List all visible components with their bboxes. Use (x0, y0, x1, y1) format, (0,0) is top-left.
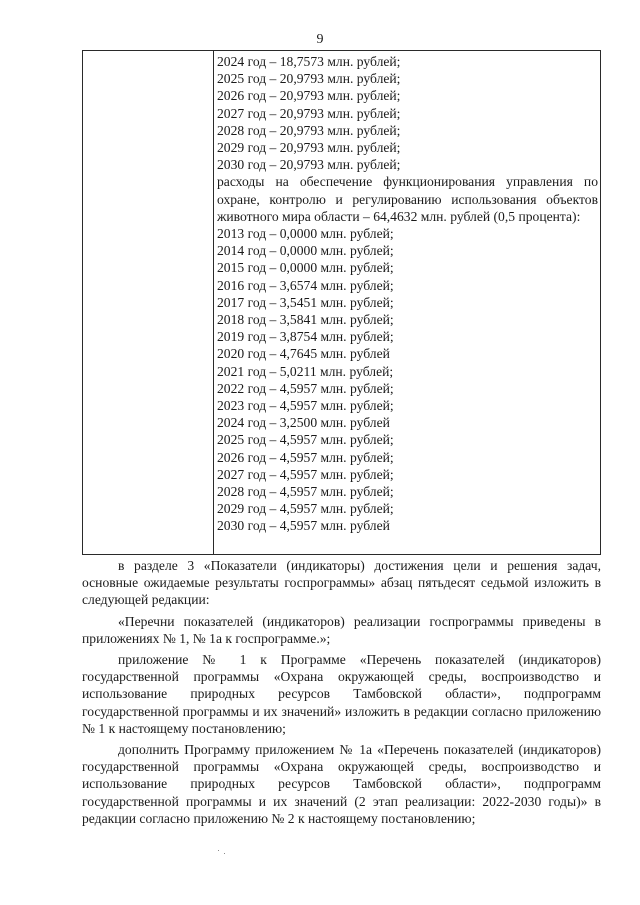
funding-line: 2026 год – 20,9793 млн. рублей; (217, 88, 401, 104)
paragraph-appendix-1a: дополнить Программу приложением № 1а «Перечень показателей (индикаторов) государственной программы «Охрана окружающей среды, воспроизводство и использование природных ресурсов Тамбовской области», подпрограмм государственной программы и их значений (2 этап реализации: 2022-2030 годы)» в редакции согласно приложению № 2 к настоящему постановлению; (82, 742, 601, 826)
funding-line: 2016 год – 3,6574 млн. рублей; (217, 277, 394, 293)
funding-line: 2021 год – 5,0211 млн. рублей; (217, 363, 394, 379)
funding-cell (217, 53, 598, 535)
scan-speck (218, 850, 219, 851)
expense-paragraph: расходы на обеспечение функционирования управления по охране, контролю и регулированию использования объектов животного мира области – 64,4632 млн. рублей (0,5 процента): (217, 174, 598, 224)
funding-line: 2025 год – 4,5957 млн. рублей; (217, 432, 394, 448)
funding-line: 2015 год – 0,0000 млн. рублей; (217, 260, 394, 276)
funding-line: 2027 год – 4,5957 млн. рублей; (217, 466, 394, 482)
page-number: 9 (316, 32, 324, 47)
funding-line: 2023 год – 4,5957 млн. рублей; (217, 398, 394, 414)
funding-line: 2022 год – 4,5957 млн. рублей; (217, 380, 394, 396)
funding-line: 2020 год – 4,7645 млн. рублей (217, 346, 390, 362)
funding-line: 2025 год – 20,9793 млн. рублей; (217, 71, 401, 87)
funding-line: 2024 год – 18,7573 млн. рублей; (217, 54, 401, 69)
funding-line: 2019 год – 3,8754 млн. рублей; (217, 329, 394, 345)
funding-line: 2013 год – 0,0000 млн. рублей; (217, 226, 394, 242)
funding-line: 2028 год – 20,9793 млн. рублей; (217, 122, 401, 138)
table-column-divider (213, 51, 214, 554)
funding-line: 2026 год – 4,5957 млн. рублей; (217, 449, 394, 465)
funding-line: 2029 год – 4,5957 млн. рублей; (217, 501, 394, 517)
funding-line: 2028 год – 4,5957 млн. рублей; (217, 484, 394, 500)
funding-line: 2018 год – 3,5841 млн. рублей; (217, 312, 394, 328)
funding-line: 2029 год – 20,9793 млн. рублей; (217, 140, 401, 156)
funding-table (82, 50, 601, 555)
funding-line: 2017 год – 3,5451 млн. рублей; (217, 294, 394, 310)
scan-speck (224, 853, 225, 854)
paragraph-section-3: в разделе 3 «Показатели (индикаторы) достижения цели и решения задач, основные ожидаемые результаты госпрограммы» абзац пятьдесят седьмой изложить в следующей редакции: (82, 558, 601, 608)
funding-line: 2027 год – 20,9793 млн. рублей; (217, 105, 401, 121)
funding-line: 2024 год – 3,2500 млн. рублей (217, 415, 390, 431)
paragraph-appendix-1: приложение № 1 к Программе «Перечень показателей (индикаторов) государственной программы «Охрана окружающей среды, воспроизводство и использование природных ресурсов Тамбовской области», подпрограмм государственной программы и их значений» изложить в редакции согласно приложению № 1 к настоящему постановлению; (82, 652, 601, 736)
funding-line: 2014 год – 0,0000 млн. рублей; (217, 243, 394, 259)
funding-line: 2030 год – 20,9793 млн. рублей; (217, 157, 401, 173)
paragraph-indicator-lists: «Перечни показателей (индикаторов) реализации госпрограммы приведены в приложениях № 1, № 1а к госпрограмме.»; (82, 613, 601, 646)
funding-line: 2030 год – 4,5957 млн. рублей (217, 518, 390, 534)
body-text (82, 557, 601, 831)
